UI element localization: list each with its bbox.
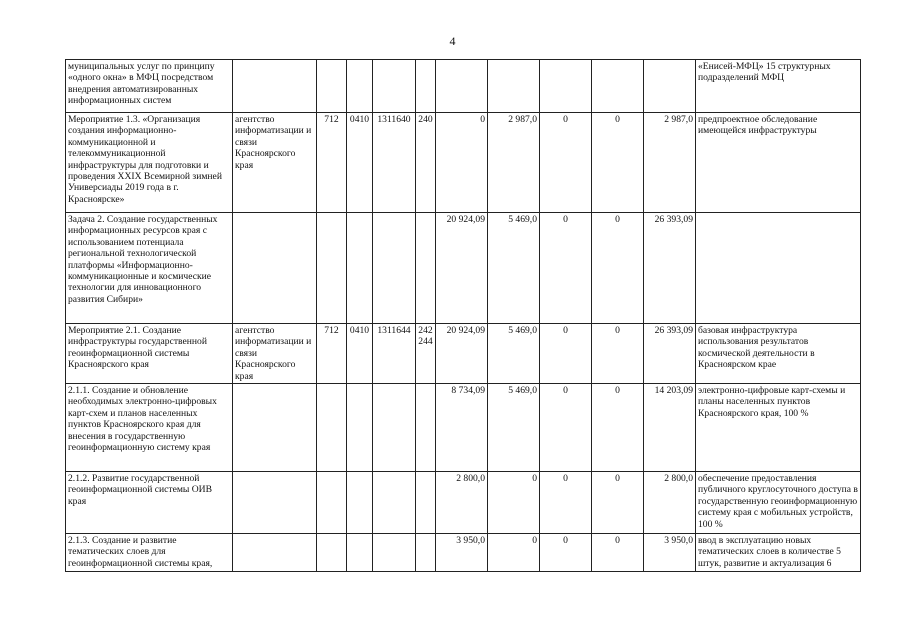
cell-year-4: 0 <box>592 384 644 472</box>
cell-total: 2 800,0 <box>644 472 696 534</box>
cell-result: обеспечение предоставления публичного круглосуточного доступа в государственную геоинформационную систему края с мобильных устройств, 100 % <box>696 472 861 534</box>
table-row <box>66 60 861 113</box>
cell-executor <box>233 213 317 324</box>
table-row <box>66 384 861 472</box>
cell-grbs: 712 <box>317 324 347 384</box>
cell-executor: агентство информатизации и связи Красноярского края <box>233 324 317 384</box>
cell-total: 3 950,0 <box>644 534 696 572</box>
cell-result <box>696 213 861 324</box>
cell-name: 2.1.3. Создание и развитие тематических слоев для геоинформационной системы края, <box>66 534 233 572</box>
cell-year-1: 20 924,09 <box>436 324 488 384</box>
cell-csr <box>373 472 416 534</box>
table-row <box>66 113 861 213</box>
cell-csr <box>373 213 416 324</box>
cell-year-3: 0 <box>540 324 592 384</box>
table-row <box>66 213 861 324</box>
cell-year-1: 8 734,09 <box>436 384 488 472</box>
cell-executor <box>233 534 317 572</box>
cell-year-3 <box>540 60 592 113</box>
cell-vr <box>416 534 436 572</box>
cell-year-3: 0 <box>540 534 592 572</box>
cell-csr: 1311640 <box>373 113 416 213</box>
page-number: 4 <box>449 34 456 48</box>
cell-year-1: 0 <box>436 113 488 213</box>
cell-csr: 1311644 <box>373 324 416 384</box>
cell-year-4: 0 <box>592 472 644 534</box>
cell-vr: 242 244 <box>416 324 436 384</box>
cell-year-4: 0 <box>592 324 644 384</box>
cell-vr <box>416 384 436 472</box>
cell-total: 26 393,09 <box>644 213 696 324</box>
cell-year-4: 0 <box>592 534 644 572</box>
cell-year-4: 0 <box>592 213 644 324</box>
cell-year-3: 0 <box>540 472 592 534</box>
table-row <box>66 324 861 384</box>
cell-rzpr: 0410 <box>347 113 373 213</box>
cell-year-1 <box>436 60 488 113</box>
cell-grbs: 712 <box>317 113 347 213</box>
cell-year-1: 2 800,0 <box>436 472 488 534</box>
cell-vr: 240 <box>416 113 436 213</box>
cell-year-2: 2 987,0 <box>488 113 540 213</box>
cell-name: 2.1.1. Создание и обновление необходимых электронно-цифровых карт-схем и планов населенных пунктов Красноярского края для внесения в государственную геоинформационную систему края <box>66 384 233 472</box>
cell-grbs <box>317 534 347 572</box>
cell-executor <box>233 472 317 534</box>
cell-vr <box>416 60 436 113</box>
cell-year-1: 3 950,0 <box>436 534 488 572</box>
cell-year-4: 0 <box>592 113 644 213</box>
cell-rzpr <box>347 472 373 534</box>
cell-rzpr <box>347 384 373 472</box>
cell-name: Мероприятие 1.3. «Организация создания информационно-коммуникационной и телекоммуникационной инфраструктуры для подготовки и проведения XXIX Всемирной зимней Универсиады 2019 года в г. Красноярске» <box>66 113 233 213</box>
cell-year-3: 0 <box>540 384 592 472</box>
table-row <box>66 472 861 534</box>
cell-year-2: 0 <box>488 472 540 534</box>
table-row <box>66 534 861 572</box>
cell-total: 26 393,09 <box>644 324 696 384</box>
cell-csr <box>373 60 416 113</box>
cell-year-3: 0 <box>540 113 592 213</box>
cell-result: электронно-цифровые карт-схемы и планы населенных пунктов Красноярского края, 100 % <box>696 384 861 472</box>
cell-name: муниципальных услуг по принципу «одного окна» в МФЦ посредством внедрения автоматизированных информационных систем <box>66 60 233 113</box>
cell-total: 2 987,0 <box>644 113 696 213</box>
cell-executor: агентство информатизации и связи Красноярского края <box>233 113 317 213</box>
cell-rzpr <box>347 534 373 572</box>
cell-year-1: 20 924,09 <box>436 213 488 324</box>
cell-grbs <box>317 60 347 113</box>
cell-grbs <box>317 472 347 534</box>
cell-rzpr: 0410 <box>347 324 373 384</box>
cell-result: ввод в эксплуатацию новых тематических слоев в количестве 5 штук, развитие и актуализация 6 <box>696 534 861 572</box>
cell-vr <box>416 472 436 534</box>
cell-year-2: 5 469,0 <box>488 324 540 384</box>
cell-year-2: 0 <box>488 534 540 572</box>
cell-total: 14 203,09 <box>644 384 696 472</box>
cell-grbs <box>317 384 347 472</box>
cell-year-2: 5 469,0 <box>488 384 540 472</box>
cell-result: предпроектное обследование имеющейся инфраструктуры <box>696 113 861 213</box>
cell-executor <box>233 384 317 472</box>
cell-year-3: 0 <box>540 213 592 324</box>
cell-total <box>644 60 696 113</box>
cell-year-4 <box>592 60 644 113</box>
cell-name: Мероприятие 2.1. Создание инфраструктуры государственной геоинформационной системы Красноярского края <box>66 324 233 384</box>
cell-rzpr <box>347 213 373 324</box>
cell-csr <box>373 384 416 472</box>
cell-result: базовая инфраструктура использования результатов космической деятельности в Красноярском крае <box>696 324 861 384</box>
cell-rzpr <box>347 60 373 113</box>
cell-grbs <box>317 213 347 324</box>
program-table <box>65 59 861 572</box>
cell-year-2: 5 469,0 <box>488 213 540 324</box>
cell-csr <box>373 534 416 572</box>
cell-name: 2.1.2. Развитие государственной геоинформационной системы ОИВ края <box>66 472 233 534</box>
cell-name: Задача 2. Создание государственных информационных ресурсов края с использованием потенциала региональной технологической платформы «Информационно-коммуникационные и космические технологии для инновационного развития Сибири» <box>66 213 233 324</box>
cell-executor <box>233 60 317 113</box>
cell-vr <box>416 213 436 324</box>
cell-year-2 <box>488 60 540 113</box>
cell-result: «Енисей-МФЦ» 15 структурных подразделений МФЦ <box>696 60 861 113</box>
